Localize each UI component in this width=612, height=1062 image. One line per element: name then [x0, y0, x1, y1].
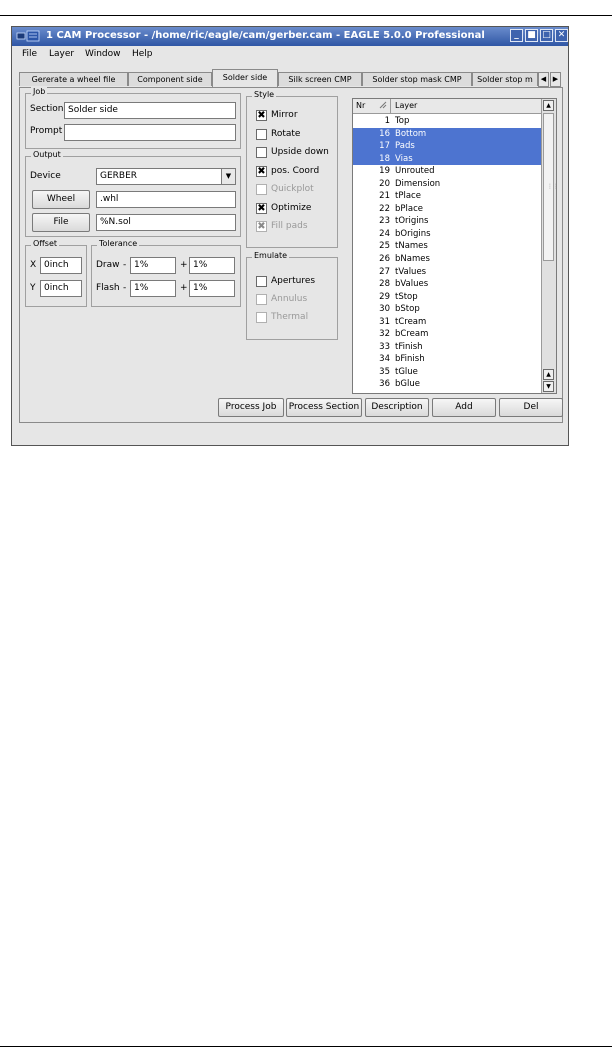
layer-row[interactable]	[353, 178, 543, 191]
layer-name: tNames	[395, 241, 428, 252]
layer-row[interactable]	[353, 128, 543, 141]
mirror-label: Mirror	[271, 110, 298, 120]
offset-y-input[interactable]: 0inch	[40, 280, 82, 297]
thermal-label: Thermal	[271, 312, 309, 322]
layer-nr: 19	[379, 166, 390, 177]
layer-name: tValues	[395, 266, 427, 277]
shade-icon[interactable]: ■	[525, 29, 538, 42]
layer-row[interactable]	[353, 215, 543, 228]
layer-name: Unrouted	[395, 166, 435, 177]
tab-solder-stop-mask-cmp[interactable]: Solder stop mask CMP	[362, 72, 472, 86]
tab-generate-wheel-file[interactable]: Gererate a wheel file	[19, 72, 128, 86]
layer-row[interactable]	[353, 115, 543, 128]
offset-y-label: Y	[30, 283, 36, 293]
section-input[interactable]: Solder side	[64, 102, 236, 119]
fill-pads-checkbox: ✖	[257, 221, 266, 232]
layer-nr: 31	[379, 316, 390, 327]
layer-nr: 32	[379, 329, 390, 340]
emulate-group	[246, 251, 338, 340]
layer-nr: 25	[379, 241, 390, 252]
layer-nr: 27	[379, 266, 390, 277]
close-icon[interactable]: ✕	[555, 29, 568, 42]
title-bar[interactable]	[12, 27, 568, 46]
column-nr-label: Nr	[356, 101, 366, 110]
cam-processor-window	[11, 26, 569, 446]
draw-plus-sign: +	[180, 260, 188, 270]
layer-row[interactable]	[353, 291, 543, 304]
layer-name: bValues	[395, 279, 429, 290]
layer-nr: 20	[379, 178, 390, 189]
prompt-input[interactable]	[64, 124, 236, 141]
draw-minus-sign: -	[123, 260, 127, 270]
menu-help[interactable]: Help	[132, 49, 153, 59]
layer-row[interactable]	[353, 303, 543, 316]
column-layer-label[interactable]: Layer	[395, 101, 418, 110]
layer-name: Pads	[395, 141, 415, 152]
tab-scroll-left-icon[interactable]: ◀	[538, 72, 549, 87]
layer-row[interactable]	[353, 353, 543, 366]
offset-group	[25, 239, 87, 307]
style-group	[246, 90, 338, 248]
eagle-app-icon	[16, 30, 40, 42]
column-header-nr[interactable]	[353, 99, 391, 113]
add-button[interactable]: Add	[432, 398, 496, 417]
wheel-button[interactable]: Wheel	[32, 190, 90, 209]
style-group-title: Style	[254, 90, 275, 99]
output-group-title: Output	[33, 150, 61, 159]
job-group	[25, 87, 241, 149]
page-bottom-rule	[0, 1046, 612, 1047]
layer-nr: 16	[379, 128, 390, 139]
layer-name: bStop	[395, 304, 420, 315]
layer-row[interactable]	[353, 316, 543, 329]
draw-plus-input[interactable]: 1%	[189, 257, 235, 274]
layer-name: bCream	[395, 329, 429, 340]
layer-nr: 23	[379, 216, 390, 227]
layer-nr: 33	[379, 341, 390, 352]
layer-nr: 26	[379, 254, 390, 265]
layer-nr: 1	[384, 116, 390, 126]
apertures-checkbox[interactable]	[256, 276, 267, 287]
layer-nr: 30	[379, 304, 390, 315]
process-job-button[interactable]: Process Job	[218, 398, 284, 417]
layer-name: bPlace	[395, 203, 423, 214]
menu-bar	[12, 46, 568, 64]
scroll-up-icon-bottom[interactable]: ▲	[543, 369, 554, 380]
fill-pads-label: Fill pads	[271, 221, 308, 231]
layer-row[interactable]	[353, 190, 543, 203]
layer-name: tGlue	[395, 366, 418, 377]
layer-nr: 22	[379, 203, 390, 214]
flash-label: Flash	[96, 283, 120, 293]
flash-minus-input[interactable]: 1%	[130, 280, 176, 297]
scroll-down-icon[interactable]: ▼	[543, 381, 554, 392]
pos-coord-checkbox[interactable]: ✖	[257, 165, 266, 177]
offset-x-label: X	[30, 260, 37, 270]
flash-minus-sign: -	[123, 283, 127, 293]
layer-list[interactable]	[352, 98, 557, 394]
chevron-down-icon[interactable]: ▼	[221, 169, 235, 184]
tolerance-group-title: Tolerance	[99, 239, 138, 248]
layer-row[interactable]	[353, 266, 543, 279]
section-tabs	[12, 69, 568, 87]
tab-solder-stop-m[interactable]: Solder stop m	[472, 72, 538, 86]
quickplot-checkbox	[256, 184, 267, 195]
grip-icon: ⋮⋮	[547, 183, 559, 190]
file-input[interactable]: %N.sol	[96, 214, 236, 231]
layer-name: bFinish	[395, 354, 425, 365]
layer-row[interactable]	[353, 328, 543, 341]
scroll-up-icon[interactable]: ▲	[543, 100, 554, 111]
description-button[interactable]: Description	[365, 398, 429, 417]
layer-name: Top	[395, 116, 410, 126]
layer-nr: 28	[379, 279, 390, 290]
annulus-checkbox	[256, 294, 267, 305]
layer-nr: 24	[379, 228, 390, 239]
minimize-icon[interactable]: _	[510, 29, 523, 42]
process-section-button[interactable]: Process Section	[286, 398, 362, 417]
layer-name: bOrigins	[395, 228, 431, 239]
tab-component-side[interactable]: Component side	[128, 72, 212, 86]
tab-scroll-right-icon[interactable]: ▶	[550, 72, 561, 87]
scroll-thumb[interactable]	[543, 113, 559, 261]
offset-group-title: Offset	[33, 239, 58, 248]
layer-nr: 34	[379, 354, 390, 365]
draw-minus-input[interactable]: 1%	[130, 257, 176, 274]
layer-list-scrollbar[interactable]	[541, 99, 559, 393]
layer-name: Dimension	[395, 178, 441, 189]
layer-rows	[353, 115, 543, 391]
device-value: GERBER	[100, 171, 138, 181]
mirror-checkbox[interactable]: ✖	[257, 110, 266, 121]
layer-name: tPlace	[395, 191, 421, 202]
layer-row[interactable]	[353, 378, 543, 391]
sort-icon	[379, 101, 387, 109]
upside-down-checkbox[interactable]	[256, 147, 267, 158]
layer-name: bGlue	[395, 379, 420, 390]
device-select[interactable]	[96, 168, 236, 185]
layer-row[interactable]	[353, 240, 543, 253]
rotate-checkbox[interactable]	[256, 129, 267, 140]
layer-nr: 17	[379, 141, 390, 152]
layer-name: tStop	[395, 291, 418, 302]
optimize-label: Optimize	[271, 202, 312, 213]
offset-x-input[interactable]: 0inch	[40, 257, 82, 274]
quickplot-label: Quickplot	[271, 184, 314, 194]
wheel-input[interactable]: .whl	[96, 191, 236, 208]
layer-row[interactable]	[353, 153, 543, 166]
layer-name: tCream	[395, 316, 427, 327]
layer-row[interactable]	[353, 366, 543, 379]
layer-row[interactable]	[353, 341, 543, 354]
job-group-title: Job	[33, 87, 46, 96]
output-group	[25, 150, 241, 237]
layer-name: tOrigins	[395, 216, 429, 227]
layer-nr: 35	[379, 366, 390, 377]
layer-nr: 36	[379, 379, 390, 390]
del-button[interactable]: Del	[499, 398, 563, 417]
tab-silk-screen-cmp[interactable]: Silk screen CMP	[278, 72, 362, 86]
pos-coord-label: pos. Coord	[271, 165, 320, 176]
device-label: Device	[30, 171, 61, 181]
layer-row[interactable]	[353, 203, 543, 216]
layer-row[interactable]	[353, 253, 543, 266]
layer-name: bNames	[395, 254, 430, 265]
solder-side-panel	[19, 87, 563, 423]
layer-list-header	[353, 99, 543, 114]
layer-nr: 29	[379, 291, 390, 302]
rotate-label: Rotate	[271, 128, 301, 139]
menu-window[interactable]: Window	[85, 49, 121, 59]
annulus-label: Annulus	[271, 294, 308, 304]
prompt-label: Prompt	[30, 126, 63, 136]
layer-row[interactable]	[353, 228, 543, 241]
tab-solder-side[interactable]: Solder side	[212, 69, 278, 87]
layer-nr: 18	[379, 153, 390, 164]
page-top-rule	[0, 15, 612, 16]
apertures-label: Apertures	[271, 276, 316, 286]
window-title: 1 CAM Processor - /home/ric/eagle/cam/gerber.cam - EAGLE 5.0.0 Professional	[46, 30, 485, 41]
layer-name: Bottom	[395, 128, 427, 139]
section-label: Section	[30, 104, 64, 114]
layer-name: Vias	[395, 153, 413, 164]
layer-name: tFinish	[395, 341, 423, 352]
maximize-icon[interactable]: □	[540, 29, 553, 42]
emulate-group-title: Emulate	[254, 251, 288, 260]
flash-plus-input[interactable]: 1%	[189, 280, 235, 297]
file-button[interactable]: File	[32, 213, 90, 232]
layer-row[interactable]	[353, 140, 543, 153]
menu-layer[interactable]: Layer	[49, 49, 75, 59]
thermal-checkbox	[256, 312, 267, 323]
upside-down-label: Upside down	[271, 147, 329, 157]
layer-nr: 21	[379, 191, 390, 202]
flash-plus-sign: +	[180, 283, 188, 293]
menu-file[interactable]: File	[22, 49, 38, 59]
optimize-checkbox[interactable]: ✖	[257, 202, 266, 214]
draw-label: Draw	[96, 260, 120, 270]
layer-row[interactable]	[353, 165, 543, 178]
tolerance-group	[91, 239, 241, 307]
layer-row[interactable]	[353, 278, 543, 291]
